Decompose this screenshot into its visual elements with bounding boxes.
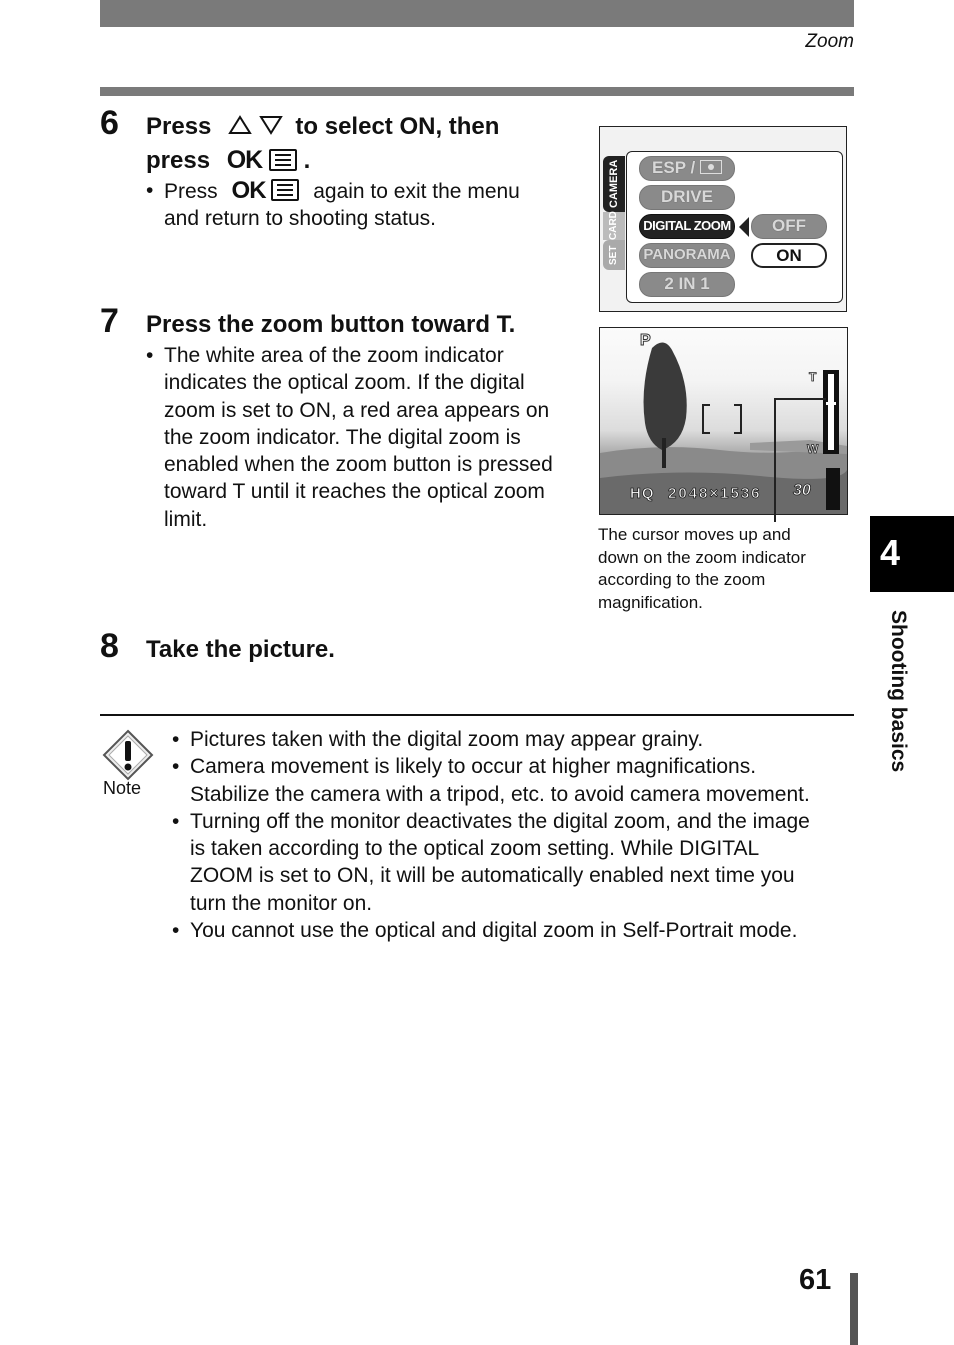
zoom-wide-label: W	[807, 442, 819, 456]
step-7-line: the zoom indicator. The digital zoom is	[164, 425, 521, 449]
leader-line-horizontal	[774, 398, 826, 400]
zoom-tele-label: T	[809, 370, 817, 384]
viewfinder-illustration	[599, 327, 848, 515]
af-target-mark	[702, 404, 742, 434]
zoom-caption	[598, 524, 848, 614]
caption-line: magnification.	[598, 592, 703, 612]
up-arrow-icon	[228, 111, 252, 144]
menu-tab-camera	[603, 156, 625, 212]
step-6-bullet-line2: and return to shooting status.	[164, 207, 437, 231]
step-6-bullet: • Press OK again to exit the menu and return to shooting status.	[164, 177, 584, 233]
step-6-bullet-press: Press	[164, 180, 218, 203]
menu-tab-set-label: SET	[608, 245, 619, 265]
caption-line: The cursor moves up and	[598, 525, 791, 544]
step-6-title-period: .	[303, 147, 311, 174]
section-title: Zoom	[805, 31, 854, 52]
menu-tab-card	[603, 212, 625, 240]
spot-metering-icon	[700, 160, 722, 174]
note-item: • Pictures taken with the digital zoom may appear grainy.	[190, 726, 860, 753]
down-arrow-icon	[259, 111, 283, 144]
menu-tab-card-label: CARD	[608, 211, 619, 240]
menu-option-off: OFF	[751, 214, 827, 239]
step-7-bullet: • The white area of the zoom indicator indicates the optical zoom. If the digital zoom is set to ON, a red area appears on the zoom indicator. The digital zoom is enabled when the zoom button is pressed toward T until it reaches the optical zoom limit.	[164, 342, 584, 533]
menu-item-panorama: PANORAMA	[639, 243, 735, 268]
step-7-line: The white area of the zoom indicator	[164, 344, 504, 367]
note-line: turn the monitor on.	[190, 891, 373, 915]
note-item: • Turning off the monitor deactivates the digital zoom, and the image is taken according to the optical zoom setting. While DIGITAL ZOOM is set to ON, it will be automatically enabled next time you turn the monitor on.	[190, 808, 860, 917]
step-8-title: Take the picture.	[146, 636, 335, 663]
menu-list-icon	[269, 149, 297, 171]
menu-list-icon	[271, 179, 299, 201]
warning-note-icon	[102, 729, 154, 781]
menu-item-drive: DRIVE	[639, 185, 735, 210]
note-line: is taken according to the optical zoom setting. While DIGITAL	[190, 837, 760, 861]
image-quality: HQ	[630, 485, 655, 502]
note-item: • Camera movement is likely to occur at higher magnifications. Stabilize the camera with a tripod, etc. to avoid camera movement.	[190, 753, 860, 808]
step-7-number: 7	[100, 302, 119, 340]
ok-button-icon: OK	[231, 177, 266, 204]
chapter-number: 4	[880, 532, 901, 573]
menu-tab-set	[603, 240, 625, 270]
menu-item-digital-zoom: DIGITAL ZOOM	[639, 214, 735, 239]
menu-panel	[626, 151, 843, 303]
caption-line: according to the zoom	[598, 570, 766, 589]
note-divider	[100, 714, 854, 716]
header-rule	[100, 87, 854, 96]
menu-tab-camera-label: CAMERA	[608, 159, 620, 209]
step-6-title-select: to select ON, then	[295, 113, 500, 140]
chapter-label: Shooting basics	[887, 610, 910, 773]
note-line: Camera movement is likely to occur at higher magnifications.	[190, 755, 757, 779]
step-7-line: limit.	[164, 507, 208, 531]
note-line: Stabilize the camera with a tripod, etc. to avoid camera movement.	[190, 782, 810, 806]
ok-button-icon: OK	[226, 146, 263, 174]
note-list	[172, 726, 860, 944]
zoom-indicator	[823, 370, 839, 454]
battery-indicator	[826, 468, 840, 510]
header-bar	[100, 0, 854, 27]
chapter-tab	[870, 516, 954, 592]
shooting-mode: P	[640, 332, 651, 349]
step-7-title: Press the zoom button toward T.	[146, 311, 516, 338]
page-number: 61	[799, 1264, 832, 1296]
step-6-title	[146, 110, 576, 177]
step-6-number: 6	[100, 104, 119, 142]
step-7-line: toward T until it reaches the optical zoom	[164, 480, 545, 504]
optical-zoom-area	[828, 374, 834, 450]
note-line: Turning off the monitor deactivates the digital zoom, and the image	[190, 809, 810, 833]
menu-item-esp	[639, 156, 735, 181]
step-6-title-press2: press	[146, 147, 211, 174]
step-7-line: enabled when the zoom button is pressed	[164, 453, 553, 477]
image-resolution: 2048×1536	[668, 485, 762, 502]
page-number-bar	[850, 1273, 858, 1345]
caption-line: down on the zoom indicator	[598, 547, 806, 567]
note-line: Pictures taken with the digital zoom may appear grainy.	[190, 728, 704, 751]
menu-option-on: ON	[751, 243, 827, 268]
note-line: You cannot use the optical and digital zoom in Self-Portrait mode.	[190, 919, 798, 943]
menu-item-esp-label: ESP /	[652, 158, 696, 177]
note-label: Note	[103, 778, 142, 798]
note-line: ZOOM is set to ON, it will be automatically enabled next time you	[190, 864, 795, 888]
step-8-number: 8	[100, 627, 119, 665]
selection-arrow-icon	[738, 216, 750, 238]
step-6-bullet-line1: again to exit the menu	[313, 180, 520, 203]
step-6-title-press: Press	[146, 113, 212, 140]
step-7-line: indicates the optical zoom. If the digital	[164, 371, 525, 395]
leader-line	[774, 398, 776, 522]
step-7-line: zoom is set to ON, a red area appears on	[164, 398, 550, 422]
zoom-cursor	[826, 402, 836, 405]
note-item: • You cannot use the optical and digital zoom in Self-Portrait mode.	[190, 917, 860, 944]
remaining-frames: 30	[793, 482, 811, 499]
menu-item-2in1: 2 IN 1	[639, 272, 735, 297]
